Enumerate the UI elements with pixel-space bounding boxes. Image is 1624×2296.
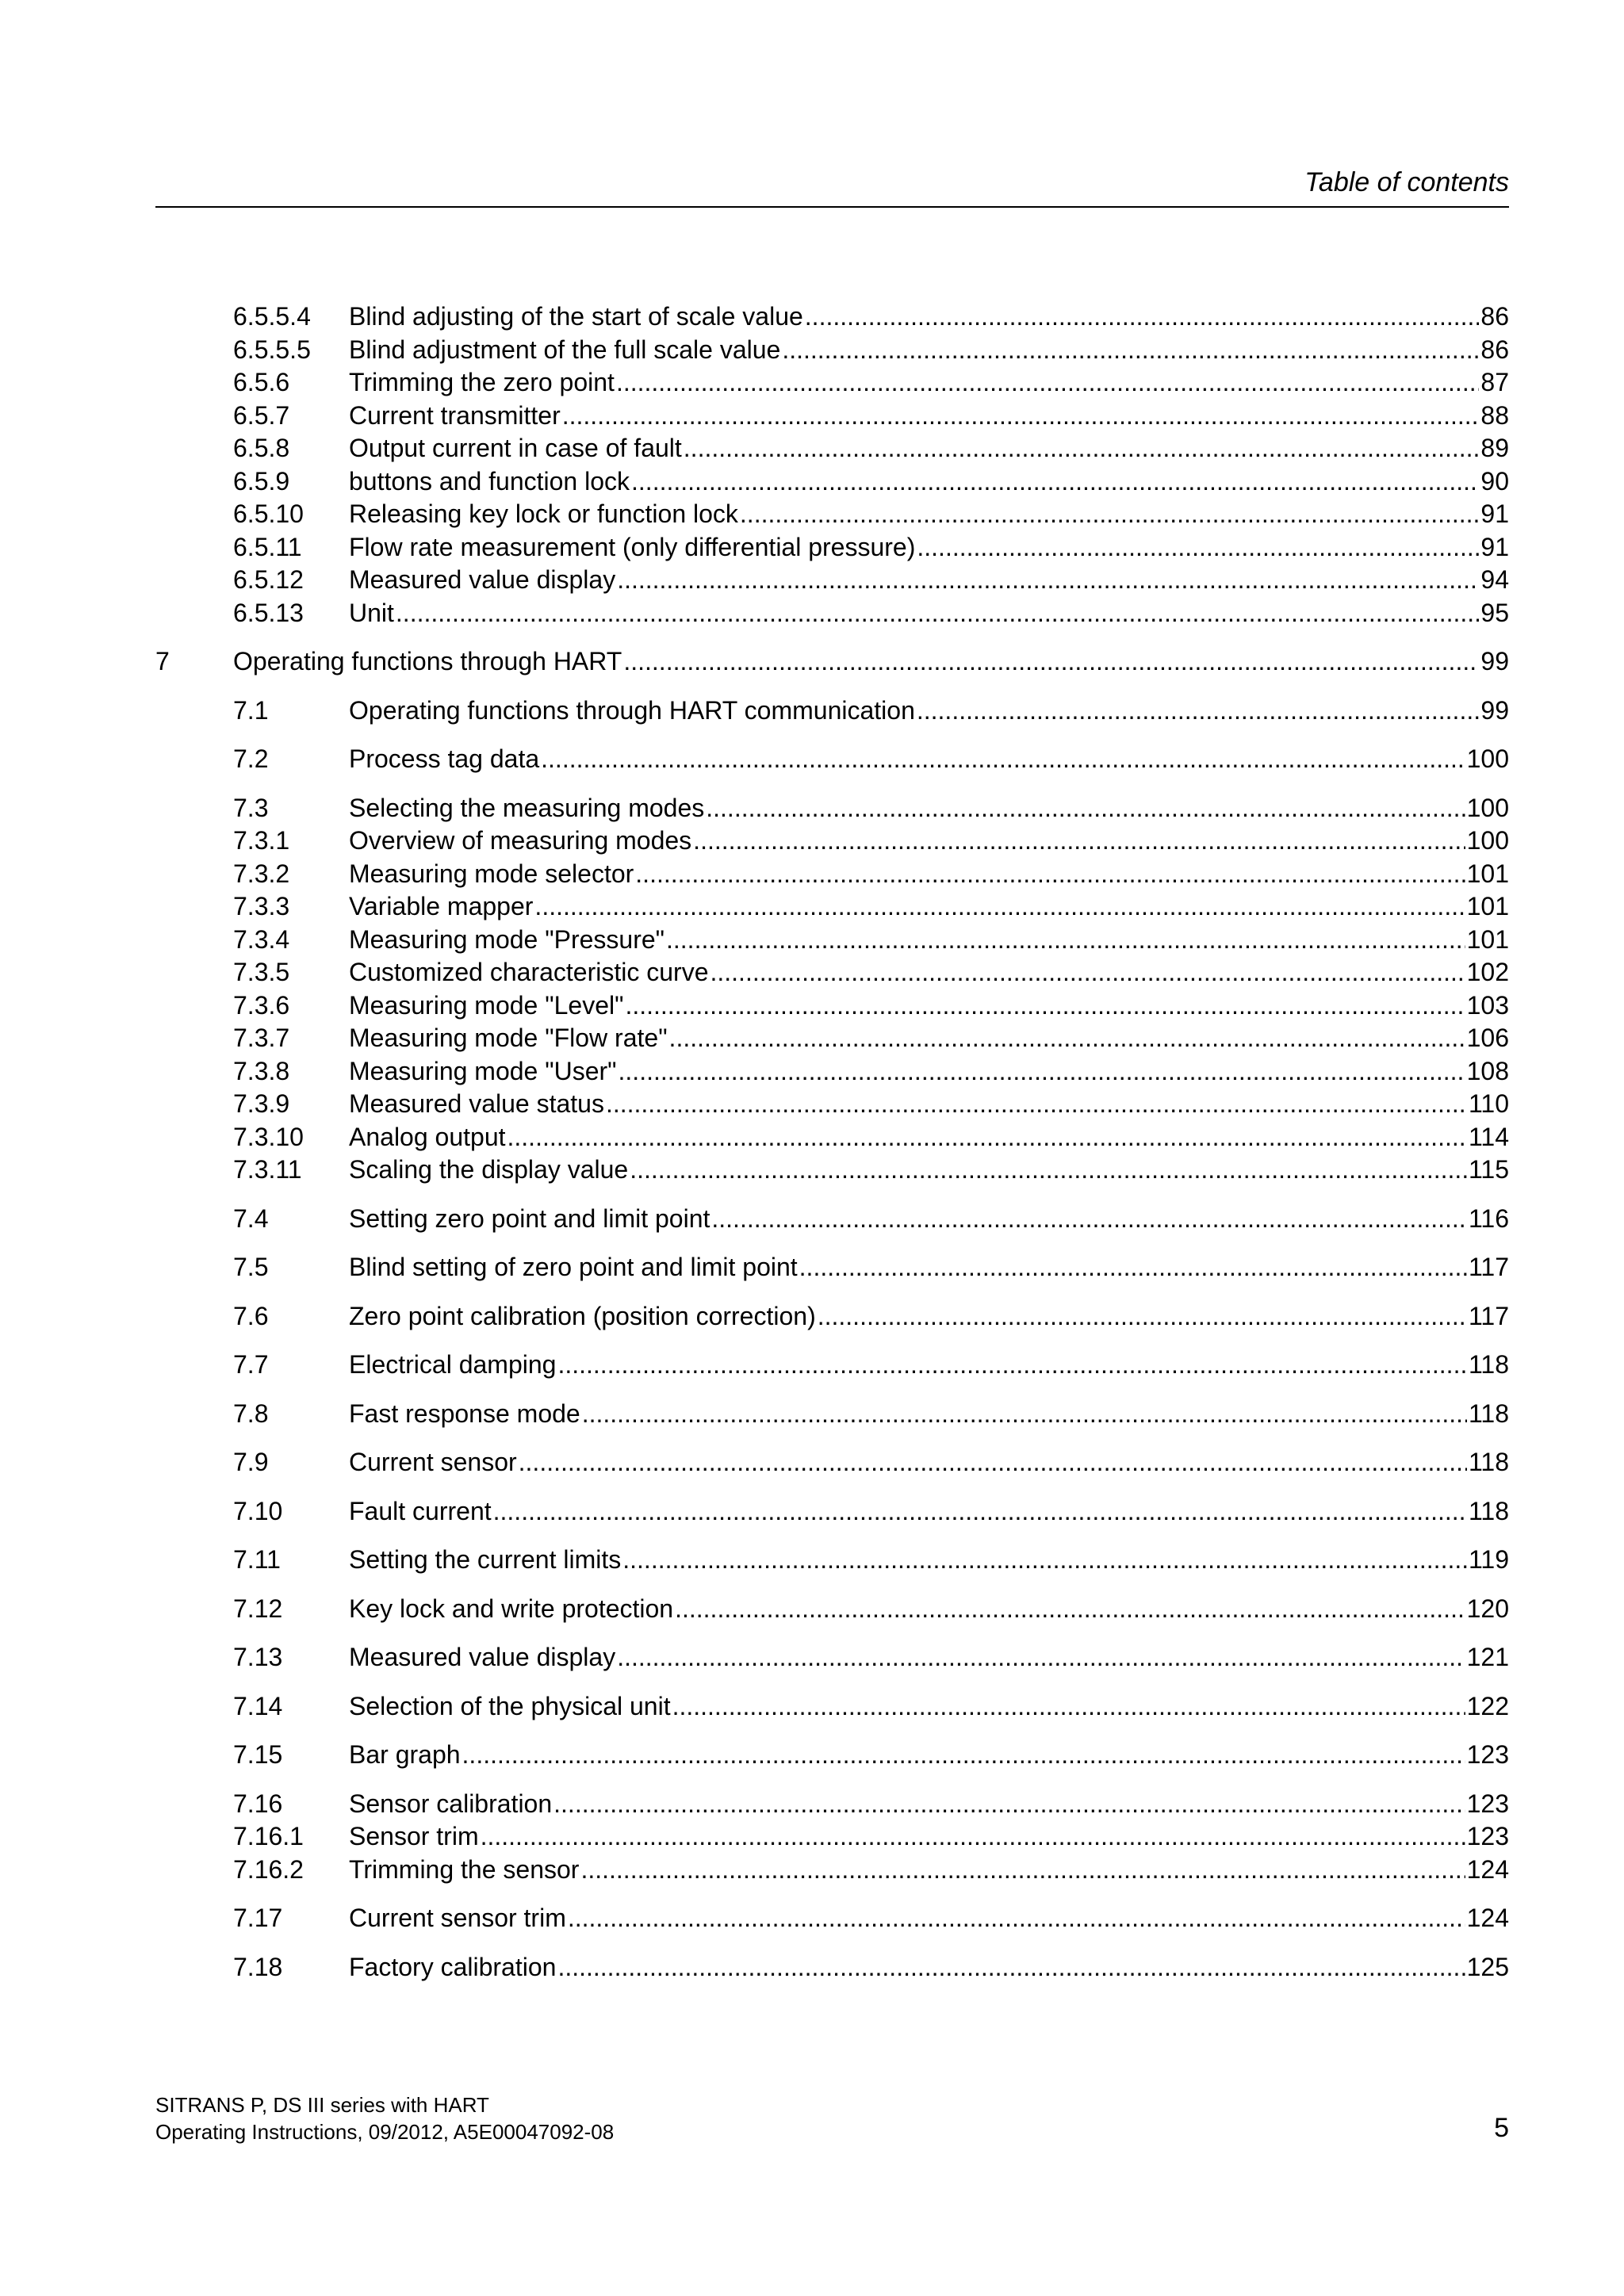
toc-entry[interactable] <box>155 1203 1509 1236</box>
toc-entry[interactable] <box>155 1593 1509 1626</box>
running-header <box>155 166 1509 208</box>
toc-entry-number: 7.3.11 <box>233 1155 302 1184</box>
toc-entry-number: 7.16.1 <box>233 1822 304 1850</box>
toc-entry-number: 6.5.7 <box>233 400 290 430</box>
toc-entry-title: Trimming the sensor ..... <box>349 1854 1465 1887</box>
toc-entry-title: Unit ..... <box>349 597 1479 630</box>
toc-group <box>155 1495 1509 1529</box>
toc-entry-page: 90 <box>1479 465 1509 499</box>
toc-entry-page: 118 <box>1467 1398 1509 1431</box>
toc-entry[interactable] <box>155 1739 1509 1772</box>
toc-entry-title: Current transmitter ..... <box>349 400 1479 433</box>
toc-entry[interactable] <box>155 1495 1509 1529</box>
toc-group <box>155 300 1509 629</box>
toc-entry[interactable] <box>155 1544 1509 1577</box>
toc-group <box>155 1544 1509 1577</box>
toc-entry-title: Measured value status ..... <box>349 1088 1467 1121</box>
toc-entry-title: Measured value display ..... <box>349 1641 1465 1674</box>
toc-entry-title: Operating functions through HART communication ..... <box>349 695 1479 728</box>
toc-entry-number: 7.16 <box>233 1789 283 1818</box>
toc-entry-page: 88 <box>1479 400 1509 433</box>
toc-entry-number: 7.3.4 <box>233 924 290 954</box>
toc-entry-number: 7 <box>155 647 170 675</box>
toc-entry-page: 108 <box>1465 1055 1509 1089</box>
toc-entry[interactable] <box>155 792 1509 825</box>
toc-entry-number: 7.3.9 <box>233 1089 290 1118</box>
toc-entry-title: Measured value display ..... <box>349 564 1479 597</box>
toc-entry-number: 7.12 <box>233 1594 283 1623</box>
toc-entry-title: Customized characteristic curve ..... <box>349 956 1465 989</box>
toc-entry-page: 121 <box>1465 1641 1509 1674</box>
toc-entry-number: 7.5 <box>233 1253 269 1281</box>
toc-entry-number: 7.13 <box>233 1643 283 1671</box>
toc-entry[interactable] <box>155 334 1509 367</box>
toc-entry-number: 6.5.12 <box>233 565 304 594</box>
toc-entry-title: Measuring mode "Flow rate" ..... <box>349 1022 1465 1055</box>
toc-entry-number: 7.3.6 <box>233 990 290 1020</box>
toc-entry-title: Scaling the display value ..... <box>349 1154 1467 1187</box>
toc-entry-number: 7.6 <box>233 1301 269 1330</box>
toc-entry[interactable] <box>155 564 1509 597</box>
toc-group <box>155 792 1509 1187</box>
toc-entry[interactable] <box>155 645 1509 679</box>
toc-entry-title: Factory calibration ..... <box>349 1951 1465 1984</box>
toc-entry-page: 122 <box>1465 1690 1509 1724</box>
toc-entry-title: Measuring mode selector ..... <box>349 858 1465 891</box>
toc-entry-number: 7.18 <box>233 1952 283 1981</box>
toc-entry-number: 7.14 <box>233 1691 283 1720</box>
toc-entry-page: 91 <box>1479 498 1509 531</box>
toc-group <box>155 1251 1509 1284</box>
toc-entry-title: Blind adjustment of the full scale value ..... <box>349 334 1479 367</box>
toc-entry-page: 101 <box>1465 858 1509 891</box>
toc-entry[interactable] <box>155 465 1509 499</box>
toc-entry[interactable] <box>155 1121 1509 1154</box>
toc-entry-title: Output current in case of fault ..... <box>349 432 1479 465</box>
toc-entry-page: 99 <box>1479 695 1509 728</box>
toc-entry-page: 86 <box>1479 334 1509 367</box>
toc-entry-title: Zero point calibration (position correction) ..... <box>349 1300 1467 1334</box>
toc-entry[interactable] <box>155 1641 1509 1674</box>
toc-entry[interactable] <box>155 1902 1509 1935</box>
toc-entry[interactable] <box>155 400 1509 433</box>
toc-entry[interactable] <box>155 300 1509 334</box>
toc-entry-title: Setting zero point and limit point ..... <box>349 1203 1467 1236</box>
page-number: 5 <box>1494 2113 1509 2143</box>
toc-entry-page: 123 <box>1465 1788 1509 1821</box>
toc-entry[interactable] <box>155 366 1509 400</box>
toc-entry[interactable] <box>155 1398 1509 1431</box>
toc-entry[interactable] <box>155 1854 1509 1887</box>
toc-entry-title: Setting the current limits ..... <box>349 1544 1467 1577</box>
running-header-title: Table of contents <box>1304 167 1509 197</box>
toc-entry-number: 7.11 <box>233 1545 281 1574</box>
toc-group <box>155 1690 1509 1724</box>
toc-entry-title: Operating functions through HART ..... <box>233 645 1479 679</box>
toc-entry[interactable] <box>155 498 1509 531</box>
toc-group <box>155 1593 1509 1626</box>
toc-entry-title: Electrical damping ..... <box>349 1349 1467 1382</box>
toc-entry-page: 103 <box>1465 989 1509 1023</box>
toc-entry-number: 7.16.2 <box>233 1854 304 1884</box>
toc-entry-page: 125 <box>1465 1951 1509 1984</box>
toc-entry[interactable] <box>155 1820 1509 1854</box>
toc-entry-page: 100 <box>1465 743 1509 776</box>
toc-entry-page: 102 <box>1465 956 1509 989</box>
toc-group <box>155 645 1509 679</box>
toc-entry-page: 115 <box>1467 1154 1509 1187</box>
toc-entry-number: 6.5.10 <box>233 499 304 528</box>
toc-entry-title: Current sensor trim ..... <box>349 1902 1465 1935</box>
toc-entry-title: Trimming the zero point ..... <box>349 366 1479 400</box>
toc-entry-number: 7.15 <box>233 1740 283 1769</box>
toc-entry[interactable] <box>155 1690 1509 1724</box>
toc-group <box>155 1788 1509 1887</box>
toc-entry-page: 100 <box>1465 825 1509 858</box>
toc-entry-page: 123 <box>1465 1820 1509 1854</box>
toc-entry-page: 118 <box>1467 1349 1509 1382</box>
toc-entry-number: 6.5.5.5 <box>233 335 311 364</box>
toc-entry[interactable] <box>155 1154 1509 1187</box>
toc-entry[interactable] <box>155 597 1509 630</box>
toc-entry-title: Measuring mode "Pressure" ..... <box>349 924 1465 957</box>
toc-entry-page: 116 <box>1467 1203 1509 1236</box>
toc-group <box>155 743 1509 776</box>
footer-document-line: Operating Instructions, 09/2012, A5E00047092-08 <box>155 2120 615 2144</box>
toc-entry-title: Flow rate measurement (only differential pressure) ..... <box>349 531 1479 564</box>
toc-entry-page: 86 <box>1479 300 1509 334</box>
toc-entry-number: 7.3.3 <box>233 892 290 920</box>
toc-entry-title: Releasing key lock or function lock ..... <box>349 498 1479 531</box>
toc-entry-title: Current sensor ..... <box>349 1446 1467 1479</box>
toc-entry[interactable] <box>155 1788 1509 1821</box>
toc-entry-number: 6.5.11 <box>233 532 302 561</box>
toc-entry-title: Fault current ..... <box>349 1495 1467 1529</box>
toc-entry-number: 7.3.10 <box>233 1122 304 1151</box>
toc-entry-number: 7.10 <box>233 1496 283 1525</box>
toc-entry-title: Bar graph ..... <box>349 1739 1465 1772</box>
toc-entry-number: 7.17 <box>233 1904 283 1932</box>
toc-entry-page: 95 <box>1479 597 1509 630</box>
toc-entry-title: Sensor calibration ..... <box>349 1788 1465 1821</box>
toc-entry-page: 118 <box>1467 1446 1509 1479</box>
toc-group <box>155 1902 1509 1935</box>
toc-entry-title: Blind setting of zero point and limit point ..... <box>349 1251 1467 1284</box>
toc-entry-number: 7.2 <box>233 744 269 773</box>
toc-entry-number: 6.5.13 <box>233 598 304 627</box>
page-footer <box>155 2091 1509 2145</box>
toc-entry[interactable] <box>155 531 1509 564</box>
toc-entry[interactable] <box>155 825 1509 858</box>
toc-entry[interactable] <box>155 1951 1509 1984</box>
toc-entry-page: 89 <box>1479 432 1509 465</box>
toc-entry[interactable] <box>155 432 1509 465</box>
toc-entry[interactable] <box>155 1349 1509 1382</box>
toc-entry-page: 124 <box>1465 1902 1509 1935</box>
toc-entry[interactable] <box>155 1022 1509 1055</box>
toc-group <box>155 1641 1509 1674</box>
toc-entry-title: Selection of the physical unit ..... <box>349 1690 1465 1724</box>
toc-entry-page: 99 <box>1479 645 1509 679</box>
toc-entry[interactable] <box>155 1446 1509 1479</box>
toc-entry-number: 7.7 <box>233 1350 269 1379</box>
toc-entry-title: Measuring mode "User" ..... <box>349 1055 1465 1089</box>
footer-product-line: SITRANS P, DS III series with HART <box>155 2093 489 2117</box>
toc-entry-page: 94 <box>1479 564 1509 597</box>
toc-entry-page: 117 <box>1467 1300 1509 1334</box>
toc-entry-page: 124 <box>1465 1854 1509 1887</box>
toc-entry-page: 123 <box>1465 1739 1509 1772</box>
toc-entry-title: Analog output ..... <box>349 1121 1467 1154</box>
toc-entry-page: 106 <box>1465 1022 1509 1055</box>
toc-group <box>155 1398 1509 1431</box>
toc-entry[interactable] <box>155 858 1509 891</box>
toc-entry-number: 7.4 <box>233 1203 269 1233</box>
toc-group <box>155 1300 1509 1334</box>
toc-group <box>155 695 1509 728</box>
toc-entry-title: Fast response mode ..... <box>349 1398 1467 1431</box>
toc-entry-number: 6.5.6 <box>233 368 290 396</box>
toc-entry-title: Blind adjusting of the start of scale value ..... <box>349 300 1479 334</box>
toc-entry[interactable] <box>155 1251 1509 1284</box>
toc-entry-page: 101 <box>1465 924 1509 957</box>
toc-entry[interactable] <box>155 1300 1509 1334</box>
toc-entry-number: 7.3.5 <box>233 958 290 986</box>
toc-entry[interactable] <box>155 1088 1509 1121</box>
toc-entry-title: Process tag data ..... <box>349 743 1465 776</box>
toc-entry[interactable] <box>155 743 1509 776</box>
toc-entry-number: 7.3.2 <box>233 859 290 888</box>
toc-entry-page: 87 <box>1479 366 1509 400</box>
toc-entry-number: 7.3 <box>233 793 269 822</box>
toc-entry-page: 110 <box>1467 1088 1509 1121</box>
toc-entry-page: 114 <box>1467 1121 1509 1154</box>
toc-entry-page: 120 <box>1465 1593 1509 1626</box>
toc-entry-title: Variable mapper ..... <box>349 890 1465 924</box>
toc-entry-page: 118 <box>1467 1495 1509 1529</box>
toc-entry-title: buttons and function lock ..... <box>349 465 1479 499</box>
toc-entry-number: 7.3.1 <box>233 826 290 855</box>
toc-entry[interactable] <box>155 924 1509 957</box>
toc-entry-number: 7.3.8 <box>233 1056 290 1085</box>
toc-entry-number: 6.5.9 <box>233 466 290 496</box>
table-of-contents <box>155 300 1509 1984</box>
toc-group <box>155 1951 1509 1984</box>
toc-entry[interactable] <box>155 890 1509 924</box>
toc-entry[interactable] <box>155 1055 1509 1089</box>
toc-group <box>155 1446 1509 1479</box>
toc-entry-page: 119 <box>1467 1544 1509 1577</box>
toc-entry[interactable] <box>155 695 1509 728</box>
toc-entry-title: Selecting the measuring modes ..... <box>349 792 1465 825</box>
toc-entry-page: 117 <box>1467 1251 1509 1284</box>
toc-entry-title: Sensor trim ..... <box>349 1820 1465 1854</box>
toc-entry-number: 7.1 <box>233 695 269 725</box>
toc-group <box>155 1349 1509 1382</box>
toc-entry-number: 6.5.8 <box>233 434 290 462</box>
toc-entry[interactable] <box>155 989 1509 1023</box>
toc-entry-title: Key lock and write protection ..... <box>349 1593 1465 1626</box>
toc-entry-number: 7.8 <box>233 1399 269 1428</box>
toc-entry-number: 7.3.7 <box>233 1024 290 1052</box>
toc-entry-page: 101 <box>1465 890 1509 924</box>
toc-entry-page: 100 <box>1465 792 1509 825</box>
toc-entry-page: 91 <box>1479 531 1509 564</box>
toc-entry-number: 6.5.5.4 <box>233 302 311 331</box>
toc-entry-title: Overview of measuring modes ..... <box>349 825 1465 858</box>
toc-group <box>155 1203 1509 1236</box>
toc-entry[interactable] <box>155 956 1509 989</box>
toc-group <box>155 1739 1509 1772</box>
toc-entry-title: Measuring mode "Level" ..... <box>349 989 1465 1023</box>
toc-entry-number: 7.9 <box>233 1448 269 1476</box>
